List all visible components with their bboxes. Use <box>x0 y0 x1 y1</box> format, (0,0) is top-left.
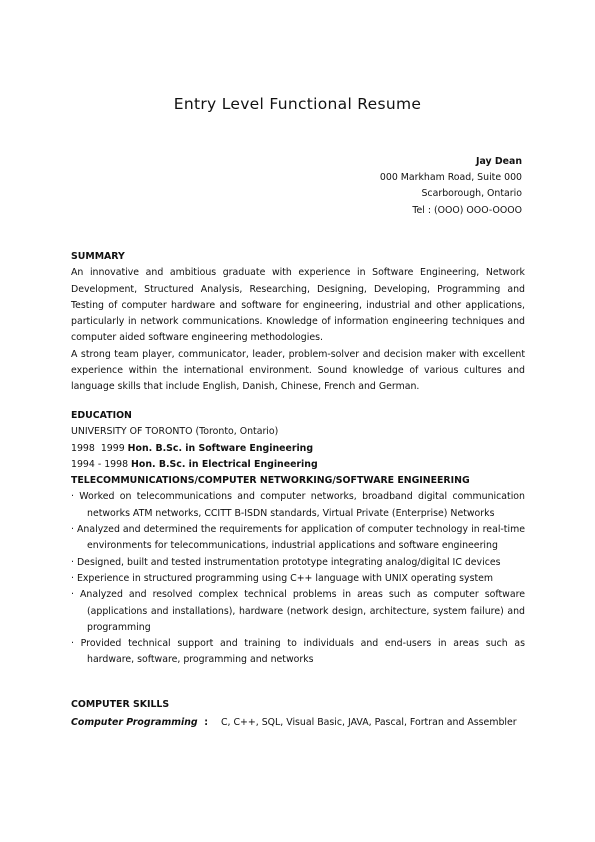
contact-name: Jay Dean <box>475 156 522 167</box>
summary-section <box>71 249 525 396</box>
contact-block <box>380 154 522 219</box>
education-degree-1 <box>71 441 525 457</box>
telecom-bullet: · Analyzed and determined the requirements for application of computer technology in real-time environments for telecommunications, industrial applications and software engineering <box>71 524 525 552</box>
education-section <box>71 408 525 669</box>
telecom-heading: TELECOMMUNICATIONS/COMPUTER NETWORKING/SOFTWARE ENGINEERING <box>71 475 470 487</box>
page-title: Entry Level Functional Resume <box>173 95 422 113</box>
degree-2-years: 1994 - 1998 <box>71 458 129 470</box>
skills-section <box>71 697 525 749</box>
skill-separator: : <box>204 717 208 729</box>
summary-paragraph-1: An innovative and ambitious graduate with experience in Software Engineering, Network Development, Structured Analysis, Researching, Designing, Developing, Programming and Testing of computer hardware and software for engineering, industrial and other applications, particularly in network communications. Knowledge of information engineering techniques and computer aided software engineering methodologies. <box>71 267 525 344</box>
contact-address-line1: 000 Markham Road, Suite 000 <box>379 172 522 184</box>
telecom-bullet: · Worked on telecommunications and computer networks, broadband digital communication networks ATM networks, CCITT B-ISDN standards, Virtual Private (Enterprise) Networks <box>71 491 525 519</box>
skills-heading: COMPUTER SKILLS <box>71 699 170 710</box>
telecom-bullet: · Designed, built and tested instrumentation prototype integrating analog/digital IC devices <box>71 556 501 568</box>
degree-1-years: 1998 1999 <box>71 442 125 454</box>
summary-paragraph-2: A strong team player, communicator, leader, problem-solver and decision maker with excellent experience within the international environment. Sound knowledge of various cultures and language skills that include English, Danish, Chinese, French and German. <box>71 348 525 393</box>
degree-2-name: Hon. B.Sc. in Electrical Engineering <box>131 458 318 470</box>
education-degree-2 <box>71 457 525 473</box>
skill-label <box>71 715 208 731</box>
skill-label-text: Computer Programming <box>71 717 198 729</box>
telecom-bullet: · Analyzed and resolved complex technical problems in areas such as computer software (applications and installations), hardware (network design, architecture, system failure) and programming <box>71 589 525 633</box>
degree-1-name: Hon. B.Sc. in Software Engineering <box>127 442 314 454</box>
summary-heading: SUMMARY <box>71 251 125 262</box>
telecom-bullet: · Experience in structured programming using C++ language with UNIX operating system <box>71 572 494 584</box>
skill-value: C, C++, SQL, Visual Basic, JAVA, Pascal, Fortran and Assembler <box>221 717 517 729</box>
education-school: UNIVERSITY OF TORONTO (Toronto, Ontario) <box>71 426 279 438</box>
contact-address-line2: Scarborough, Ontario <box>421 188 522 200</box>
telecom-bullet: · Provided technical support and training to individuals and end-users in areas such as hardware, software, programming and networks <box>71 638 525 666</box>
contact-phone: Tel : (OOO) OOO-OOOO <box>412 204 522 216</box>
education-heading: EDUCATION <box>71 410 132 421</box>
skills-row <box>71 715 525 749</box>
